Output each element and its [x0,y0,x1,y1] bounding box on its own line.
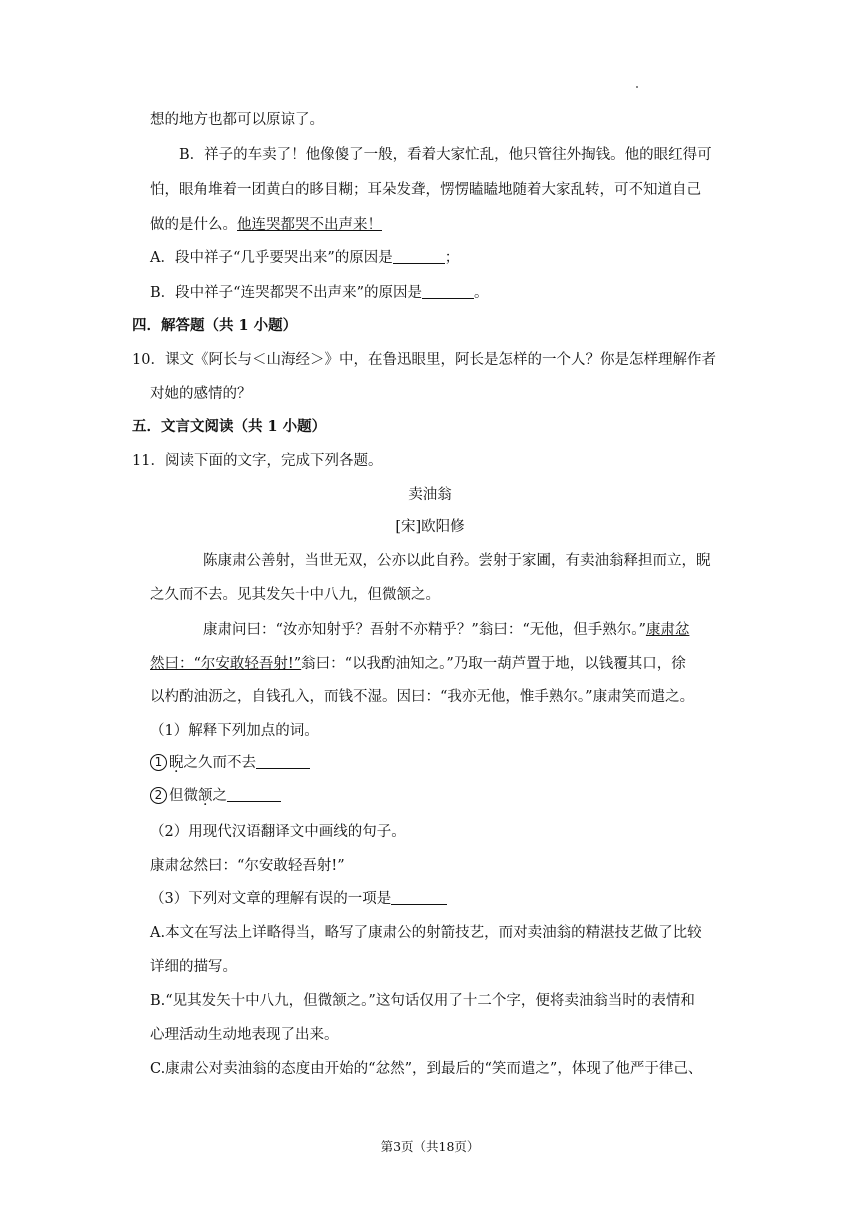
circled-number: 2 [150,787,167,804]
scan-dot [636,86,638,88]
circled-number: 1 [150,754,167,771]
question-line: 对她的感情的？ [150,386,252,402]
text-segment: 做的是什么。 [150,217,237,233]
section-heading: 四．解答题（共 1 小题） [132,317,298,334]
underlined-sentence: 然曰：“尔安敢轻吾射!” [150,656,302,672]
answer-blank[interactable] [422,284,474,299]
underlined-sentence: 他连哭都哭不出声来！ [237,217,382,233]
passage-author: [宋]欧阳修 [395,519,465,535]
text-segment: 翁曰：“以我酌油知之。”乃取一葫芦置于地，以钱覆其口，徐 [301,656,686,672]
question-text: （3）下列对文章的理解有误的一项是 [150,891,392,907]
subquestion-text: 康肃忿然曰：“尔安敢轻吾射!” [150,858,345,874]
question-line [150,283,488,303]
passage-line [150,654,686,674]
subquestion-item [150,753,310,773]
passage-title: 卖油翁 [408,487,452,503]
punctuation: 。 [473,285,489,301]
question-line: 11．阅读下面的文字，完成下列各题。 [132,453,383,469]
underlined-sentence: 康肃忿 [645,622,690,638]
answer-blank[interactable] [391,890,447,905]
text-line: 想的地方也都可以原谅了。 [150,112,324,128]
passage-line: 以杓酌油沥之，自钱孔入，而钱不湿。因曰：“我亦无他，惟手熟尔。”康肃笑而遣之。 [150,689,695,705]
passage-line [203,620,689,640]
question-text: B．段中祥子“连哭都哭不出声来”的原因是 [150,285,422,301]
question-line: 10．课文《阿长与＜山海经＞》中，在鲁迅眼里，阿长是怎样的一个人？你是怎样理解作者 [132,352,716,368]
dotted-word: 睨 [169,755,184,771]
question-text: A．段中祥子“几乎要哭出来”的原因是 [150,250,393,266]
passage-line: 之久而不去。见其发矢十中八九，但微颔之。 [150,587,440,603]
text-line [150,215,382,235]
answer-blank[interactable] [227,787,281,802]
text-line: B．祥子的车卖了！他像傻了一般，看着大家忙乱，他只管往外掏钱。他的眼红得可 [179,147,712,163]
question-line [150,248,459,268]
answer-blank[interactable] [256,754,310,769]
dotted-word: 颔 [198,788,213,804]
subquestion: （2）用现代汉语翻译文中画线的句子。 [150,824,406,840]
punctuation: ； [444,250,460,266]
text-segment: 之久而不去 [183,755,256,771]
subquestion [150,889,447,909]
subquestion-item [150,786,281,806]
option-line: 详细的描写。 [150,959,237,975]
page-footer: 第3页（共18页） [380,1139,480,1154]
answer-blank[interactable] [393,249,445,264]
option-line: 心理活动生动地表现了出来。 [150,1027,339,1043]
text-segment: 之 [212,788,227,804]
option-line: A.本文在写法上详略得当，略写了康肃公的射箭技艺，而对卖油翁的精湛技艺做了比较 [150,925,702,941]
section-heading: 五．文言文阅读（共 1 小题） [132,418,327,435]
option-line: C.康肃公对卖油翁的态度由开始的“忿然”，到最后的“笑而遣之”，体现了他严于律己、 [150,1061,703,1077]
text-line: 怕，眼角堆着一团黄白的眵目糊；耳朵发聋，愣愣瞌瞌地随着大家乱转，可不知道自己 [150,182,701,198]
text-segment: 但微 [169,788,198,804]
subquestion: （1）解释下列加点的词。 [150,723,319,739]
passage-line: 陈康肃公善射，当世无双，公亦以此自矜。尝射于家圃，有卖油翁释担而立，睨 [203,553,711,569]
option-line: B.“见其发矢十中八九，但微颔之。”这句话仅用了十二个字，便将卖油翁当时的表情和 [150,993,695,1009]
text-segment: 康肃问曰：“汝亦知射乎？吾射不亦精乎？”翁曰：“无他，但手熟尔。” [203,622,646,638]
